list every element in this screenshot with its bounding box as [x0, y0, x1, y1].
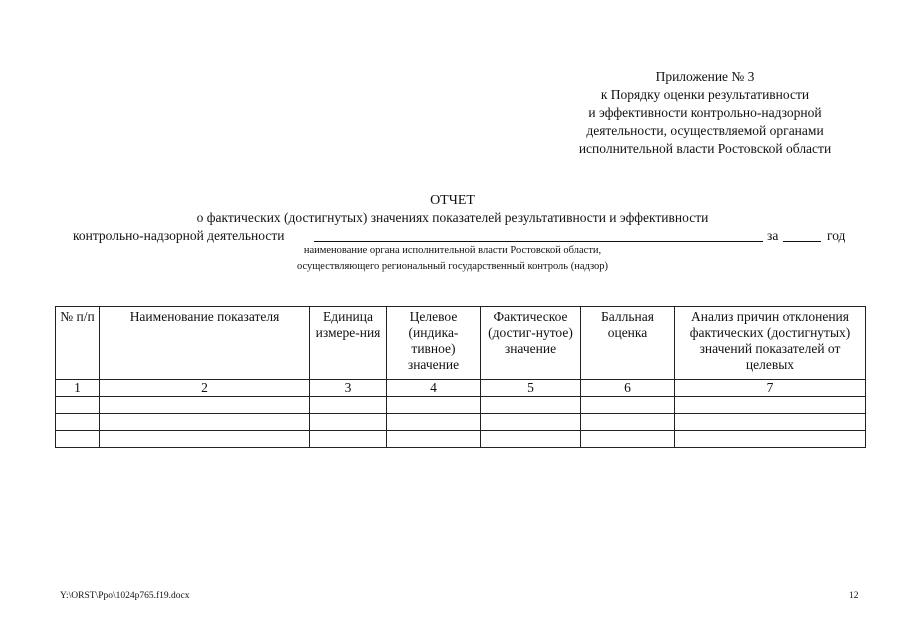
table-cell	[675, 414, 866, 431]
organ-line-for: за	[767, 228, 779, 243]
header-cell-unit: Единица измере-ния	[310, 307, 387, 380]
table-row	[56, 414, 866, 431]
header-cell-target-value: Целевое (индика-тивное) значение	[387, 307, 481, 380]
footer-page-number: 12	[849, 591, 859, 601]
table-header-row	[56, 307, 866, 380]
table-cell	[100, 397, 310, 414]
organ-line-prefix: контрольно-надзорной деятельности	[73, 228, 285, 243]
table-cell	[675, 397, 866, 414]
column-number-cell: 2	[100, 380, 310, 397]
annex-line: и эффективности контрольно-надзорной	[588, 105, 822, 120]
annex-header	[480, 68, 905, 158]
annex-line: деятельности, осуществляемой органами	[586, 123, 824, 138]
table-cell	[387, 431, 481, 448]
footer-file-path: Y:\ORST\Ppo\1024p765.f19.docx	[60, 591, 190, 601]
table-cell	[387, 397, 481, 414]
table-cell	[310, 397, 387, 414]
table-cell	[56, 414, 100, 431]
table-numbering-row	[56, 380, 866, 397]
table-cell	[310, 414, 387, 431]
report-table	[55, 306, 866, 448]
annex-line: Приложение № 3	[655, 69, 755, 84]
header-cell-indicator-name: Наименование показателя	[100, 307, 310, 380]
column-number-cell: 5	[481, 380, 581, 397]
organ-caption-line: наименование органа исполнительной власти Ростовской области,	[303, 245, 602, 256]
column-number-cell: 3	[310, 380, 387, 397]
column-number-cell: 1	[56, 380, 100, 397]
report-title: ОТЧЕТ	[430, 193, 475, 208]
year-blank	[783, 241, 821, 242]
annex-line: к Порядку оценки результативности	[600, 87, 810, 102]
table-cell	[56, 397, 100, 414]
table-row	[56, 397, 866, 414]
table-row	[56, 431, 866, 448]
table-cell	[581, 431, 675, 448]
table-cell	[481, 414, 581, 431]
report-organ-line	[73, 227, 853, 245]
organ-line-year: год	[827, 228, 846, 243]
table-cell	[56, 431, 100, 448]
header-cell-deviation-analysis: Анализ причин отклонения фактических (достигнутых) значений показателей от целевых	[675, 307, 866, 380]
table-cell	[310, 431, 387, 448]
table-cell	[481, 431, 581, 448]
column-number-cell: 4	[387, 380, 481, 397]
table-cell	[387, 414, 481, 431]
table-cell	[100, 431, 310, 448]
table-cell	[481, 397, 581, 414]
organ-name-blank	[314, 241, 763, 242]
column-number-cell: 6	[581, 380, 675, 397]
table-cell	[581, 397, 675, 414]
header-cell-score: Балльная оценка	[581, 307, 675, 380]
table-cell	[100, 414, 310, 431]
table-cell	[675, 431, 866, 448]
report-subtitle: о фактических (достигнутых) значениях показателей результативности и эффективности	[196, 210, 709, 225]
column-number-cell: 7	[675, 380, 866, 397]
header-cell-actual-value: Фактическое (достиг-нутое) значение	[481, 307, 581, 380]
table-cell	[581, 414, 675, 431]
header-cell-number: № п/п	[56, 307, 100, 380]
annex-line: исполнительной власти Ростовской области	[578, 141, 832, 156]
empty-rows	[56, 397, 866, 448]
organ-caption-line: осуществляющего региональный государственный контроль (надзор)	[296, 261, 609, 272]
